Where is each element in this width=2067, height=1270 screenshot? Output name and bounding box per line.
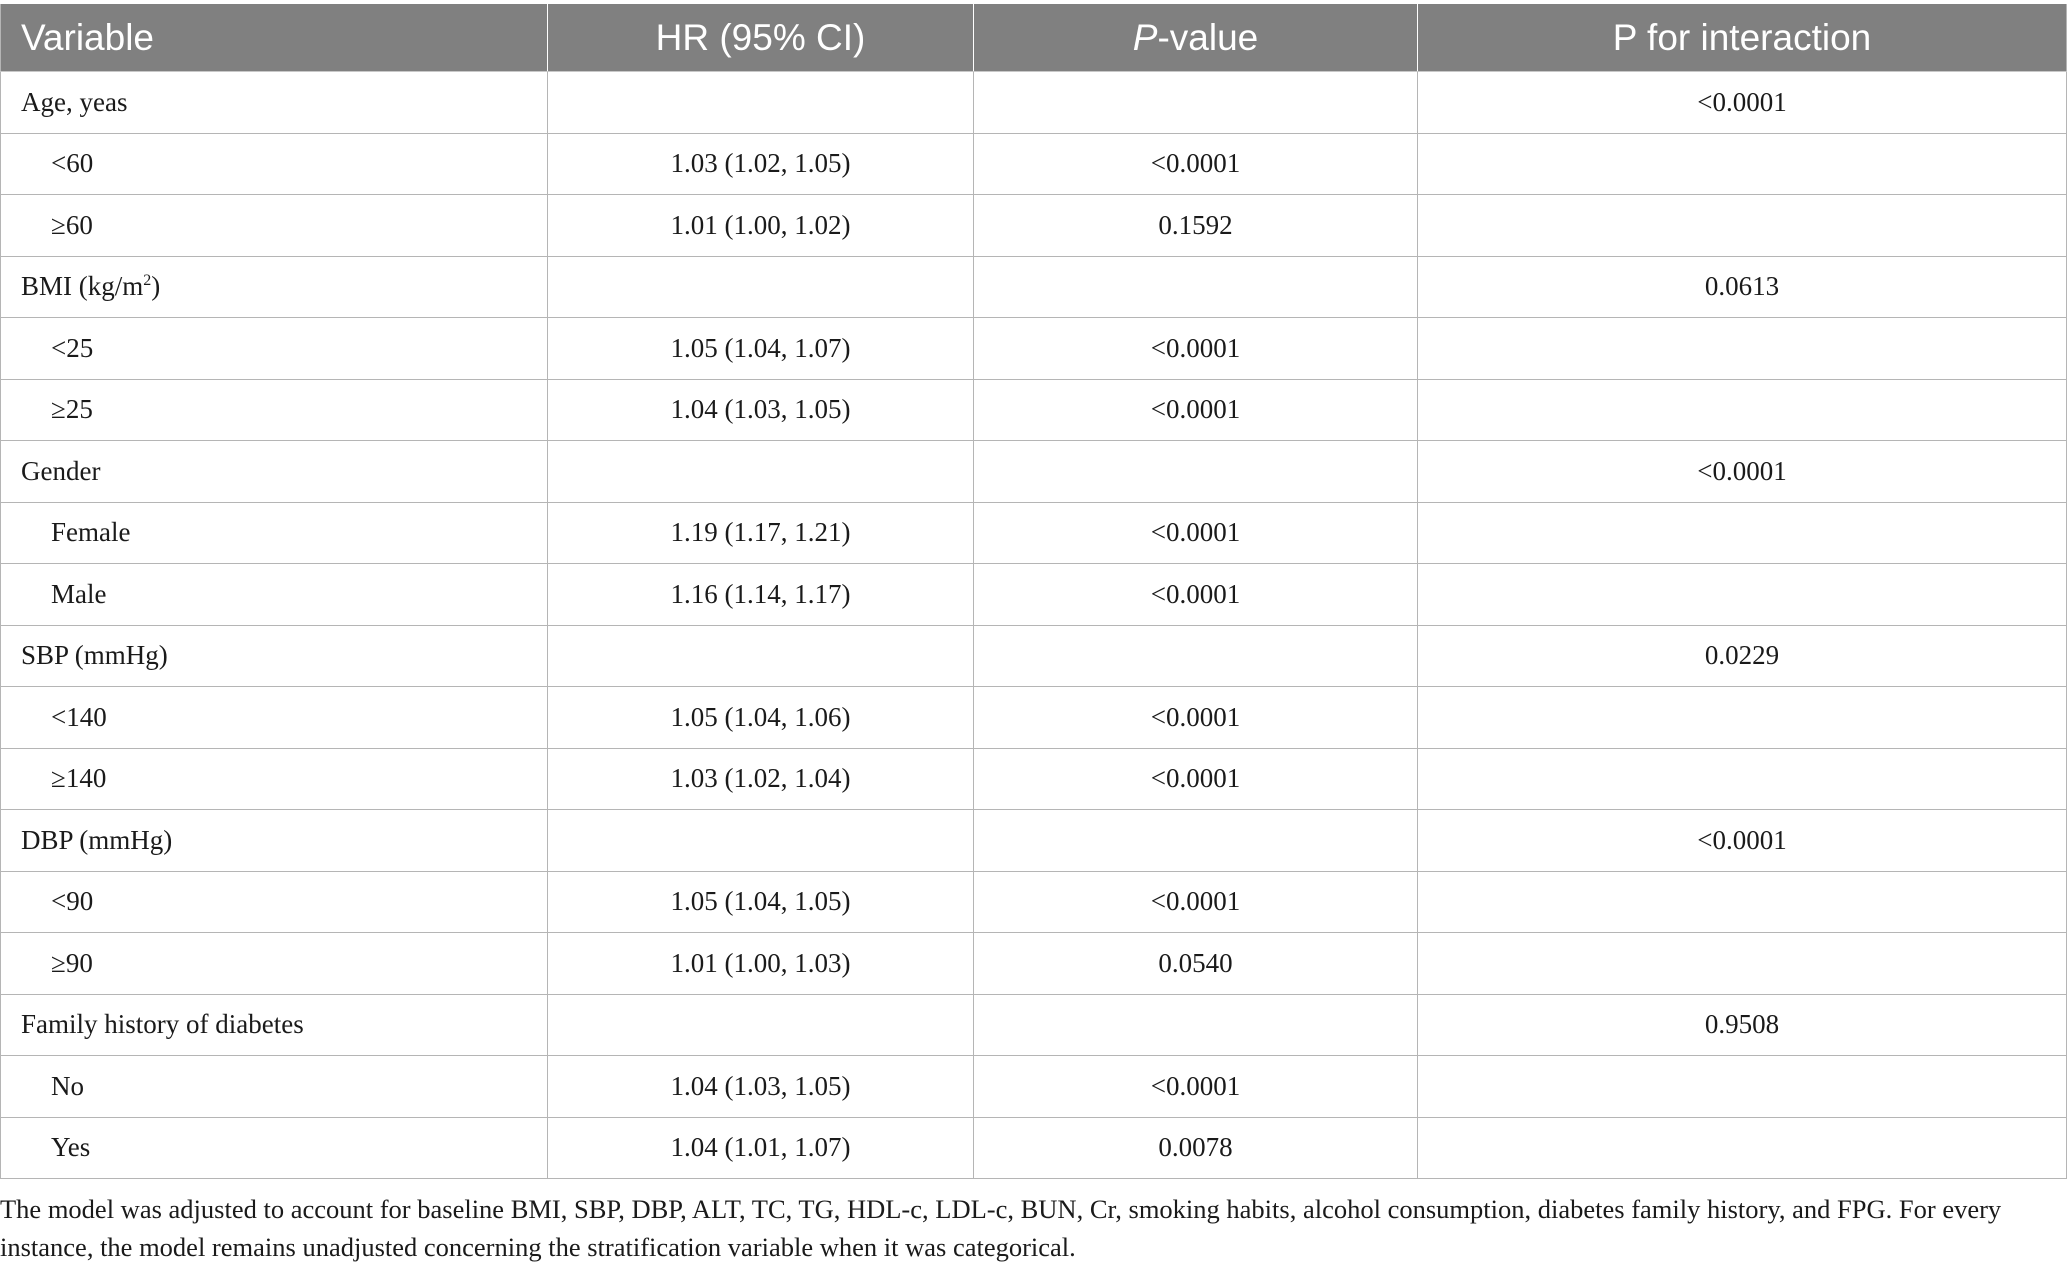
cell-hr	[548, 256, 974, 318]
variable-label: <90	[51, 886, 94, 917]
cell-variable	[1, 441, 548, 503]
cell-pvalue	[974, 441, 1418, 503]
cell-variable	[1, 994, 548, 1056]
cell-pvalue	[974, 625, 1418, 687]
cell-pvalue	[974, 810, 1418, 872]
variable-label: ≥140	[51, 763, 107, 794]
subgroup-row	[1, 564, 2067, 626]
cell-pvalue: <0.0001	[974, 133, 1418, 195]
variable-label: <140	[51, 701, 107, 732]
subgroup-row	[1, 1056, 2067, 1118]
cell-interaction	[1418, 1056, 2067, 1118]
table-footnote: The model was adjusted to account for baseline BMI, SBP, DBP, ALT, TC, TG, HDL-c, LDL-c, BUN, Cr, smoking habits, alcohol consumption, diabetes family history, and FPG. For every instance, the model remains unadjusted concerning the stratification variable when it was categorical.	[0, 1194, 2002, 1262]
cell-pvalue: <0.0001	[974, 748, 1418, 810]
subgroup-row	[1, 748, 2067, 810]
cell-variable	[1, 1056, 548, 1118]
cell-pvalue: <0.0001	[974, 1056, 1418, 1118]
variable-row	[1, 256, 2067, 318]
cell-interaction	[1418, 1117, 2067, 1179]
cell-hr	[548, 72, 974, 134]
cell-interaction: 0.0229	[1418, 625, 2067, 687]
cell-hr: 1.05 (1.04, 1.07)	[548, 318, 974, 380]
header-hr: HR (95% CI)	[548, 4, 974, 72]
variable-label-suffix: )	[151, 271, 161, 302]
variable-row	[1, 810, 2067, 872]
cell-hr: 1.03 (1.02, 1.05)	[548, 133, 974, 195]
cell-pvalue: 0.0078	[974, 1117, 1418, 1179]
cell-variable	[1, 564, 548, 626]
variable-row	[1, 441, 2067, 503]
cell-interaction	[1418, 871, 2067, 933]
cell-hr: 1.04 (1.03, 1.05)	[548, 379, 974, 441]
subgroup-row	[1, 318, 2067, 380]
cell-pvalue: 0.0540	[974, 933, 1418, 995]
cell-hr: 1.05 (1.04, 1.06)	[548, 687, 974, 749]
header-row	[1, 4, 2067, 72]
cell-pvalue	[974, 256, 1418, 318]
variable-row	[1, 625, 2067, 687]
subgroup-row	[1, 933, 2067, 995]
variable-label: Family history of diabetes	[21, 1009, 304, 1040]
subgroup-row	[1, 1117, 2067, 1179]
cell-interaction	[1418, 687, 2067, 749]
cell-hr: 1.04 (1.03, 1.05)	[548, 1056, 974, 1118]
cell-variable	[1, 195, 548, 257]
variable-label-superscript: 2	[143, 272, 152, 290]
cell-interaction	[1418, 318, 2067, 380]
subgroup-row	[1, 871, 2067, 933]
cell-hr: 1.01 (1.00, 1.03)	[548, 933, 974, 995]
cell-variable	[1, 871, 548, 933]
subgroup-analysis-table	[0, 4, 2067, 1179]
cell-variable	[1, 318, 548, 380]
variable-label: Age, yeas	[21, 86, 128, 117]
cell-interaction: <0.0001	[1418, 441, 2067, 503]
cell-pvalue: <0.0001	[974, 379, 1418, 441]
cell-pvalue: 0.1592	[974, 195, 1418, 257]
cell-interaction	[1418, 133, 2067, 195]
header-pvalue	[974, 4, 1418, 72]
subgroup-row	[1, 195, 2067, 257]
cell-pvalue: <0.0001	[974, 318, 1418, 380]
cell-interaction	[1418, 502, 2067, 564]
variable-label: <60	[51, 148, 94, 179]
subgroup-row	[1, 687, 2067, 749]
table-header	[1, 4, 2067, 72]
cell-interaction: 0.0613	[1418, 256, 2067, 318]
cell-variable	[1, 502, 548, 564]
variable-label: BMI (kg/m	[21, 271, 144, 302]
cell-interaction: <0.0001	[1418, 72, 2067, 134]
variable-row	[1, 72, 2067, 134]
variable-label: DBP (mmHg)	[21, 824, 173, 855]
cell-variable	[1, 1117, 548, 1179]
variable-label: Female	[51, 517, 131, 548]
variable-label: No	[51, 1070, 84, 1101]
cell-hr: 1.05 (1.04, 1.05)	[548, 871, 974, 933]
cell-variable	[1, 133, 548, 195]
cell-interaction	[1418, 933, 2067, 995]
cell-interaction	[1418, 379, 2067, 441]
cell-interaction	[1418, 748, 2067, 810]
cell-interaction: 0.9508	[1418, 994, 2067, 1056]
cell-pvalue: <0.0001	[974, 564, 1418, 626]
cell-hr: 1.01 (1.00, 1.02)	[548, 195, 974, 257]
cell-interaction	[1418, 195, 2067, 257]
variable-label: ≥90	[51, 947, 93, 978]
variable-row	[1, 994, 2067, 1056]
variable-label: <25	[51, 332, 94, 363]
cell-hr	[548, 810, 974, 872]
subgroup-row	[1, 379, 2067, 441]
variable-label: SBP (mmHg)	[21, 640, 168, 671]
cell-pvalue	[974, 72, 1418, 134]
results-table-container	[0, 4, 2067, 1179]
cell-hr: 1.19 (1.17, 1.21)	[548, 502, 974, 564]
header-variable: Variable	[1, 4, 548, 72]
cell-variable	[1, 379, 548, 441]
cell-hr	[548, 625, 974, 687]
variable-label: ≥25	[51, 394, 93, 425]
cell-pvalue: <0.0001	[974, 871, 1418, 933]
cell-variable	[1, 256, 548, 318]
cell-variable	[1, 748, 548, 810]
cell-variable	[1, 687, 548, 749]
cell-pvalue: <0.0001	[974, 502, 1418, 564]
cell-pvalue: <0.0001	[974, 687, 1418, 749]
subgroup-row	[1, 133, 2067, 195]
cell-interaction	[1418, 564, 2067, 626]
cell-hr: 1.03 (1.02, 1.04)	[548, 748, 974, 810]
table-body	[1, 72, 2067, 1179]
header-pvalue-rest: -value	[1157, 16, 1259, 58]
cell-variable	[1, 72, 548, 134]
cell-pvalue	[974, 994, 1418, 1056]
variable-label: Male	[51, 578, 107, 609]
cell-hr	[548, 441, 974, 503]
cell-interaction: <0.0001	[1418, 810, 2067, 872]
cell-hr	[548, 994, 974, 1056]
cell-hr: 1.16 (1.14, 1.17)	[548, 564, 974, 626]
header-interaction: P for interaction	[1418, 4, 2067, 72]
cell-variable	[1, 933, 548, 995]
variable-label: Yes	[51, 1132, 91, 1163]
cell-variable	[1, 625, 548, 687]
subgroup-row	[1, 502, 2067, 564]
header-pvalue-italic: P	[1132, 16, 1158, 58]
variable-label: Gender	[21, 455, 101, 486]
cell-variable	[1, 810, 548, 872]
cell-hr: 1.04 (1.01, 1.07)	[548, 1117, 974, 1179]
variable-label: ≥60	[51, 209, 93, 240]
